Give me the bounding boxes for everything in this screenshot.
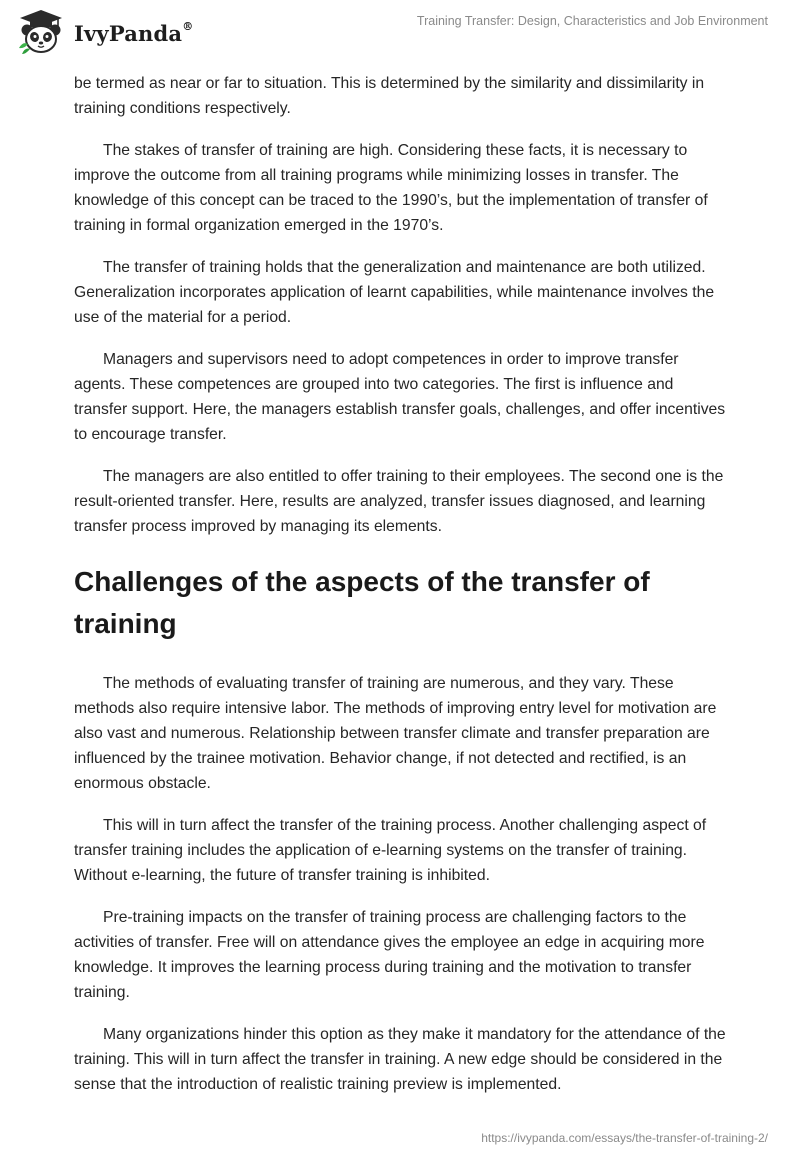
brand-name: IvyPanda® <box>74 19 194 46</box>
paragraph: This will in turn affect the transfer of the training process. Another challenging aspect of transfer training includes the application of e-learning systems on the transfer of training. Without e-learning, the future of transfer training is inhibited. <box>74 817 707 884</box>
paragraph: Many organizations hinder this option as they make it mandatory for the attendance of the training. This will in turn affect the transfer in training. A new edge should be considered in the sense that the introduction of realistic training preview is implemented. <box>74 1026 726 1093</box>
registered-mark: ® <box>182 19 194 33</box>
paragraph: The stakes of transfer of training are high. Considering these facts, it is necessary to improve the outcome from all training programs while minimizing losses in transfer. The knowledge of this concept can be traced to the 1990’s, but the implementation of transfer of training in formal organization emerged in the 1970’s. <box>74 142 708 234</box>
essay-body <box>74 71 730 1114</box>
page-header <box>0 0 800 70</box>
paragraph: Managers and supervisors need to adopt competences in order to improve transfer agents. These competences are grouped into two categories. The first is influence and transfer support. Here, the managers establish transfer goals, challenges, and offer incentives to encourage transfer. <box>74 351 726 443</box>
section-heading: Challenges of the aspects of the transfer of training <box>74 566 650 639</box>
paragraph: Pre-training impacts on the transfer of training process are challenging factors to the activities of transfer. Free will on attendance gives the employee an edge in acquiring more knowledge. It improves the learning process during training and the motivation to transfer training. <box>74 909 705 1001</box>
panda-graduate-icon <box>16 8 66 56</box>
document-title: Training Transfer: Design, Characteristics and Job Environment <box>416 14 768 28</box>
paragraph: The managers are also entitled to offer training to their employees. The second one is the result-oriented transfer. Here, results are analyzed, transfer issues diagnosed, and learning transfer process improved by managing its elements. <box>74 468 724 535</box>
paragraph: The methods of evaluating transfer of training are numerous, and they vary. These methods also require intensive labor. The methods of improving entry level for motivation are also vast and numerous. Relationship between transfer climate and transfer preparation are influenced by the trainee motivation. Behavior change, if not detected and rectified, is an enormous obstacle. <box>74 675 717 792</box>
paragraph: be termed as near or far to situation. This is determined by the similarity and dissimilarity in training conditions respectively. <box>74 75 705 117</box>
source-url-link[interactable]: https://ivypanda.com/essays/the-transfer-of-training-2/ <box>481 1131 768 1145</box>
brand-logo[interactable] <box>16 8 193 56</box>
paragraph: The transfer of training holds that the generalization and maintenance are both utilized. Generalization incorporates application of learnt capabilities, while maintenance involves the use of the material for a period. <box>74 259 715 326</box>
